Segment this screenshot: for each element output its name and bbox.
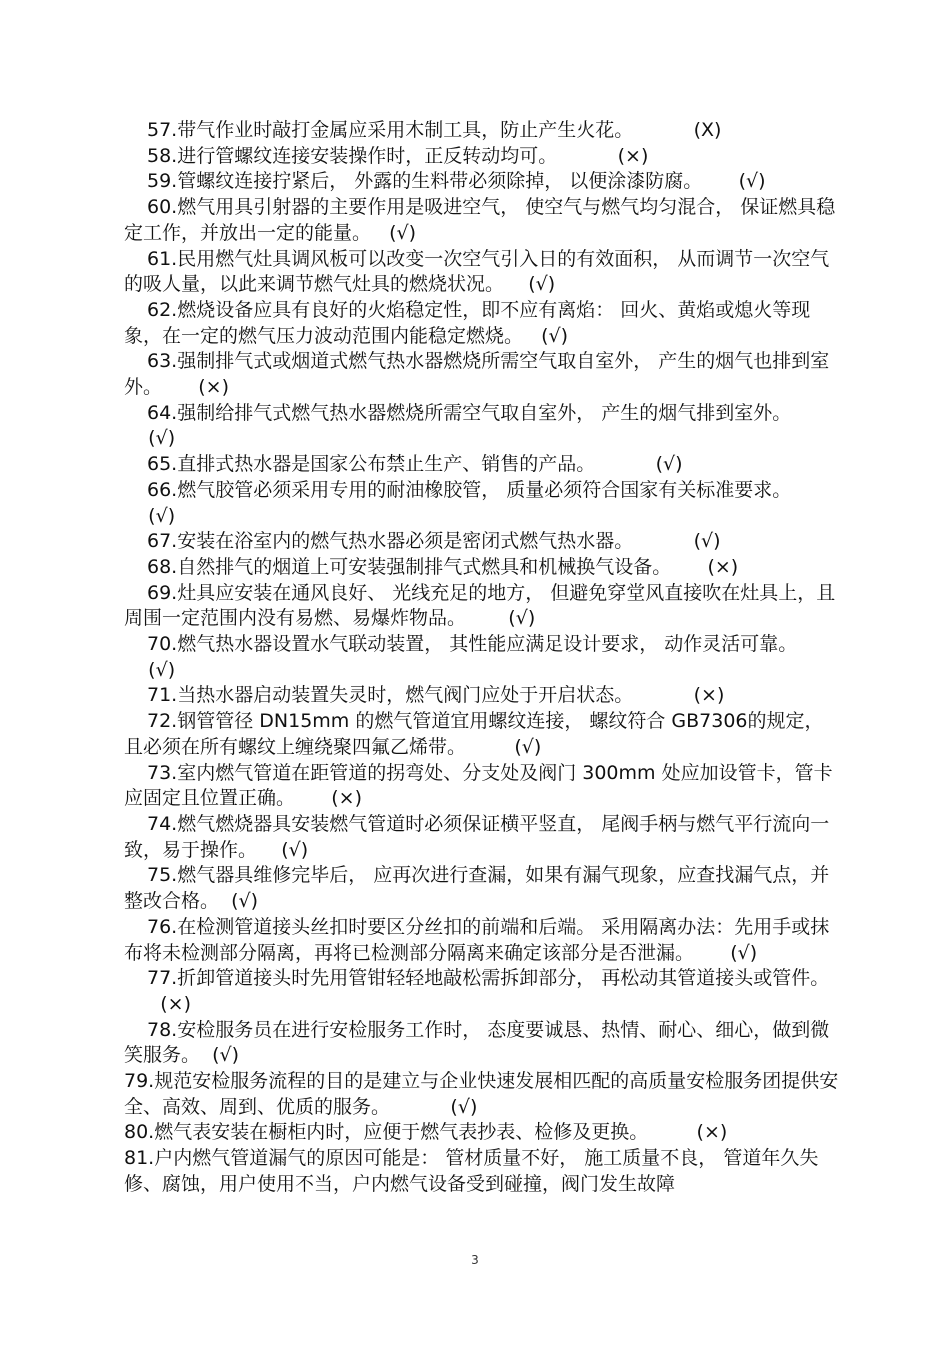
question-text: 75.燃气器具维修完毕后， 应再次进行查漏，如果有漏气现象，应查找漏气点，并整改合格。 <box>124 864 830 913</box>
question-text: 59.管螺纹连接拧紧后， 外露的生料带必须除掉， 以便涂漆防腐。 <box>147 170 703 193</box>
question-text: 68.自然排气的烟道上可安装强制排气式燃具和机械换气设备。 <box>147 555 672 578</box>
question-text: 79.规范安检服务流程的目的是建立与企业快速发展相匹配的高质量安检服务团提供安全、高效、周到、优质的服务。 <box>124 1070 839 1118</box>
answer-mark: (√) <box>450 1095 478 1118</box>
question-63 <box>124 349 840 400</box>
answer-mark: (√) <box>231 890 259 913</box>
answer-mark: (√) <box>514 735 542 758</box>
answer-mark: (√) <box>148 658 176 681</box>
question-59 <box>124 169 840 195</box>
question-text: 70.燃气热水器设置水气联动装置， 其性能应满足设计要求， 动作灵活可靠。 <box>147 633 798 656</box>
question-text: 74.燃气燃烧器具安装燃气管道时必须保证横平竖直， 尾阀手柄与燃气平行流向一致，易于操作。 <box>124 812 830 861</box>
question-text: 57.带气作业时敲打金属应采用木制工具，防止产生火花。 <box>147 119 634 141</box>
answer-mark: (√) <box>148 427 176 450</box>
question-text: 64.强制给排气式燃气热水器燃烧所需空气取自室外， 产生的烟气排到室外。 <box>147 401 792 424</box>
answer-mark: (×) <box>617 144 649 167</box>
question-80 <box>124 1120 840 1146</box>
answer-mark: (√) <box>730 941 758 964</box>
question-81 <box>124 1146 840 1197</box>
answer-mark: (×) <box>696 1121 728 1144</box>
answer-mark: (√) <box>655 453 683 476</box>
question-text: 81.户内燃气管道漏气的原因可能是： 管材质量不好， 施工质量不良， 管道年久失修、腐蚀，用户使用不当，户内燃气设备受到碰撞，阀门发生故障 <box>124 1147 819 1195</box>
answer-mark: (√) <box>148 504 176 527</box>
answer-mark: (X) <box>693 119 722 141</box>
question-text: 62.燃烧设备应具有良好的火焰稳定性，即不应有离焰： 回火、黄焰或熄火等现象，在一定的燃气压力波动范围内能稳定燃烧。 <box>124 298 811 347</box>
answer-mark: (√) <box>528 273 556 296</box>
question-79 <box>124 1069 840 1120</box>
question-71 <box>124 683 840 709</box>
answer-mark: (√) <box>212 1044 240 1067</box>
answer-mark: (√) <box>738 170 766 193</box>
question-58 <box>124 144 840 170</box>
answer-mark: (×) <box>198 376 230 399</box>
question-72 <box>124 709 840 760</box>
question-67 <box>124 529 840 555</box>
question-57 <box>124 118 840 144</box>
answer-mark: (√) <box>508 607 536 630</box>
question-74 <box>124 812 840 863</box>
question-76 <box>124 915 840 966</box>
answer-mark: (×) <box>160 992 191 1015</box>
question-69 <box>124 581 840 632</box>
question-text: 71.当热水器启动装置失灵时，燃气阀门应处于开启状态。 <box>147 684 634 707</box>
question-text: 69.灶具应安装在通风良好、 光线充足的地方， 但避免穿堂风直接吹在灶具上，且周围一定范围内没有易燃、易爆炸物品。 <box>124 581 836 630</box>
answer-mark: (√) <box>693 530 721 553</box>
question-62 <box>124 298 840 349</box>
answer-mark: (√) <box>281 838 309 861</box>
question-text: 65.直排式热水器是国家公布禁止生产、销售的产品。 <box>147 453 596 476</box>
question-text: 76.在检测管道接头丝扣时要区分丝扣的前端和后端。 采用隔离办法：先用手或抹布将未检测部分隔离，再将已检测部分隔离来确定该部分是否泄漏。 <box>124 915 830 964</box>
question-text: 77.折卸管道接头时先用管钳轻轻地敲松需拆卸部分， 再松动其管道接头或管件。 <box>147 967 830 990</box>
question-64 <box>124 401 840 452</box>
answer-mark: (×) <box>331 787 363 810</box>
question-text: 73.室内燃气管道在距管道的拐弯处、分支处及阀门 300mm 处应加设管卡，管卡应固定且位置正确。 <box>124 761 833 810</box>
page-number: 3 <box>471 1253 479 1267</box>
answer-mark: (√) <box>541 324 569 347</box>
question-75 <box>124 863 840 914</box>
question-70 <box>124 632 840 683</box>
question-text: 60.燃气用具引射器的主要作用是吸进空气， 使空气与燃气均匀混合， 保证燃具稳定工作，并放出一定的能量。 <box>124 196 836 244</box>
answer-mark: (×) <box>693 684 725 707</box>
question-text: 78.安检服务员在进行安检服务工作时， 态度要诚恳、热情、耐心、细心，做到微笑服务。 <box>124 1018 830 1067</box>
question-text: 63.强制排气式或烟道式燃气热水器燃烧所需空气取自室外， 产生的烟气也排到室外。 <box>124 350 830 399</box>
answer-mark: (√) <box>389 221 417 244</box>
question-61 <box>124 247 840 298</box>
question-77 <box>124 966 840 1017</box>
question-78 <box>124 1018 840 1069</box>
question-text: 61.民用燃气灶具调风板可以改变一次空气引入日的有效面积， 从而调节一次空气的吸人量，以此来调节燃气灶具的燃烧状况。 <box>124 247 830 296</box>
question-65 <box>124 452 840 478</box>
answer-mark: (×) <box>707 555 739 578</box>
question-68 <box>124 555 840 581</box>
question-text: 72.钢管管径 DN15mm 的燃气管道宜用螺纹连接， 螺纹符合 GB7306的规定，且必须在所有螺纹上缠绕聚四氟乙烯带。 <box>124 710 824 758</box>
question-73 <box>124 761 840 812</box>
question-text: 66.燃气胶管必须采用专用的耐油橡胶管， 质量必须符合国家有关标准要求。 <box>147 478 792 501</box>
question-60 <box>124 195 840 246</box>
question-text: 58.进行管螺纹连接安装操作时，正反转动均可。 <box>147 144 558 167</box>
question-66 <box>124 478 840 529</box>
question-text: 80.燃气表安装在橱柜内时，应便于燃气表抄表、检修及更换。 <box>124 1121 649 1144</box>
question-list <box>124 118 840 1198</box>
question-text: 67.安装在浴室内的燃气热水器必须是密闭式燃气热水器。 <box>147 530 634 553</box>
